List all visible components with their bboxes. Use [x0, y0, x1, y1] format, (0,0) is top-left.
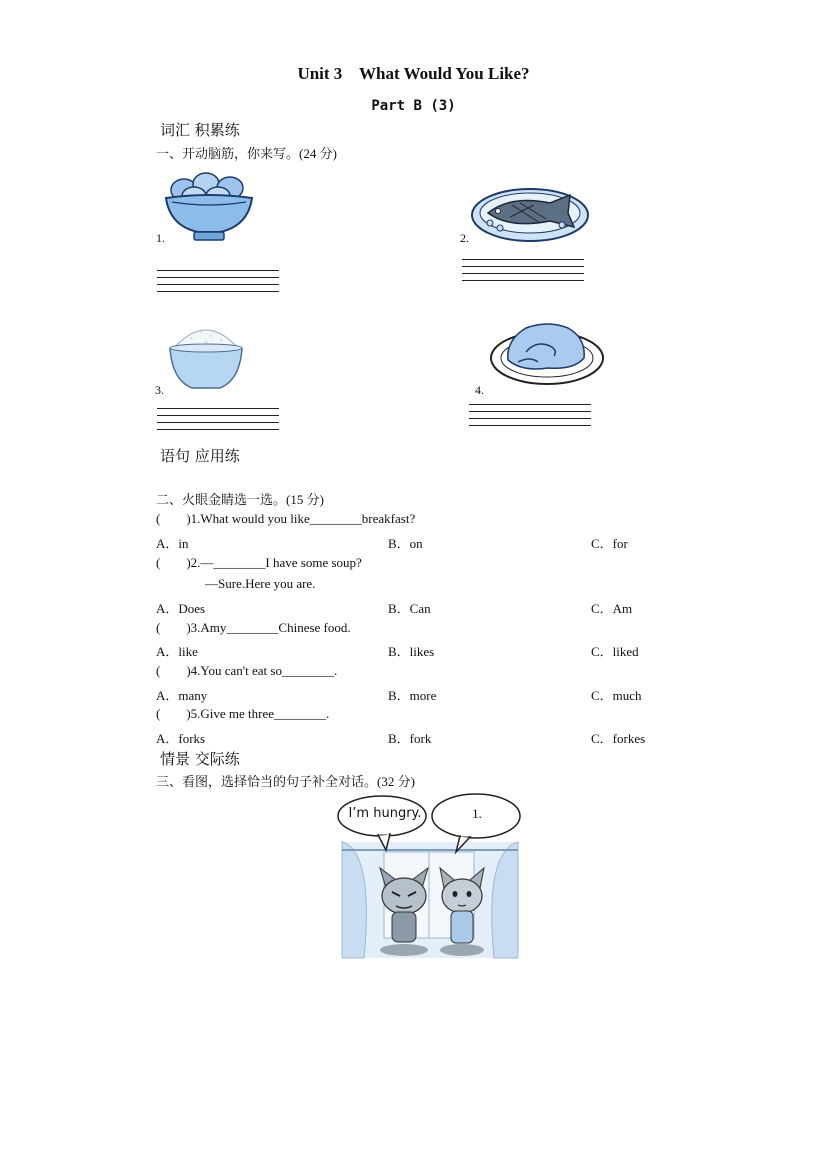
- unit-title: What Would You Like?: [359, 64, 530, 83]
- item-number: 4.: [475, 383, 484, 397]
- option-c[interactable]: C．forkes: [591, 731, 646, 746]
- option-a[interactable]: A．Does: [156, 601, 206, 616]
- question-stem: ( )5.Give me three________.: [156, 706, 330, 721]
- part-subtitle: Part B (3): [371, 98, 456, 114]
- option-c[interactable]: C．liked: [591, 644, 639, 659]
- item-number: 1.: [156, 231, 165, 245]
- q2-heading: 二、火眼金睛选一选。(15 分): [156, 492, 324, 508]
- fish-plate-icon: [470, 183, 590, 243]
- section-scene: 情景 交际练: [160, 750, 240, 768]
- section-sentence: 语句 应用练: [160, 447, 240, 465]
- egg-bowl-icon: [162, 164, 256, 244]
- question-stem: ( )4.You can't eat so________.: [156, 663, 338, 678]
- item-number: 2.: [460, 231, 469, 245]
- option-b[interactable]: B．likes: [388, 644, 435, 659]
- question-stem-reply: —Sure.Here you are.: [205, 576, 316, 591]
- q3-heading: 三、看图，选择恰当的句子补全对话。(32 分): [156, 774, 415, 790]
- option-a[interactable]: A．in: [156, 536, 189, 551]
- option-a[interactable]: A．like: [156, 644, 198, 659]
- option-b[interactable]: B．fork: [388, 731, 432, 746]
- option-c[interactable]: C．Am: [591, 601, 633, 616]
- question-stem: ( )3.Amy________Chinese food.: [156, 620, 351, 635]
- q1-heading: 一、开动脑筋，你来写。(24 分): [156, 146, 337, 162]
- answer-lines-3[interactable]: [157, 408, 279, 436]
- question-stem: ( )1.What would you like________breakfast?: [156, 511, 416, 526]
- option-b[interactable]: B．on: [388, 536, 423, 551]
- answer-lines-2[interactable]: [462, 259, 584, 287]
- page-title: [0, 64, 827, 84]
- option-b[interactable]: B．more: [388, 688, 437, 703]
- option-a[interactable]: A．many: [156, 688, 208, 703]
- item-number: 3.: [155, 383, 164, 397]
- option-a[interactable]: A．forks: [156, 731, 206, 746]
- option-c[interactable]: C．for: [591, 536, 628, 551]
- speech-bubble-right: 1.: [472, 806, 482, 821]
- beef-plate-icon: [488, 316, 606, 386]
- rice-bowl-icon: [166, 318, 246, 394]
- answer-lines-1[interactable]: [157, 270, 279, 298]
- section-vocab: 词汇 积累练: [160, 121, 240, 139]
- answer-lines-4[interactable]: [469, 404, 591, 432]
- unit-label: Unit 3: [297, 64, 343, 83]
- option-c[interactable]: C．much: [591, 688, 642, 703]
- option-b[interactable]: B．Can: [388, 601, 431, 616]
- speech-bubble-left: I’m hungry.: [348, 806, 422, 821]
- question-stem: ( )2.—________I have some soup?: [156, 555, 362, 570]
